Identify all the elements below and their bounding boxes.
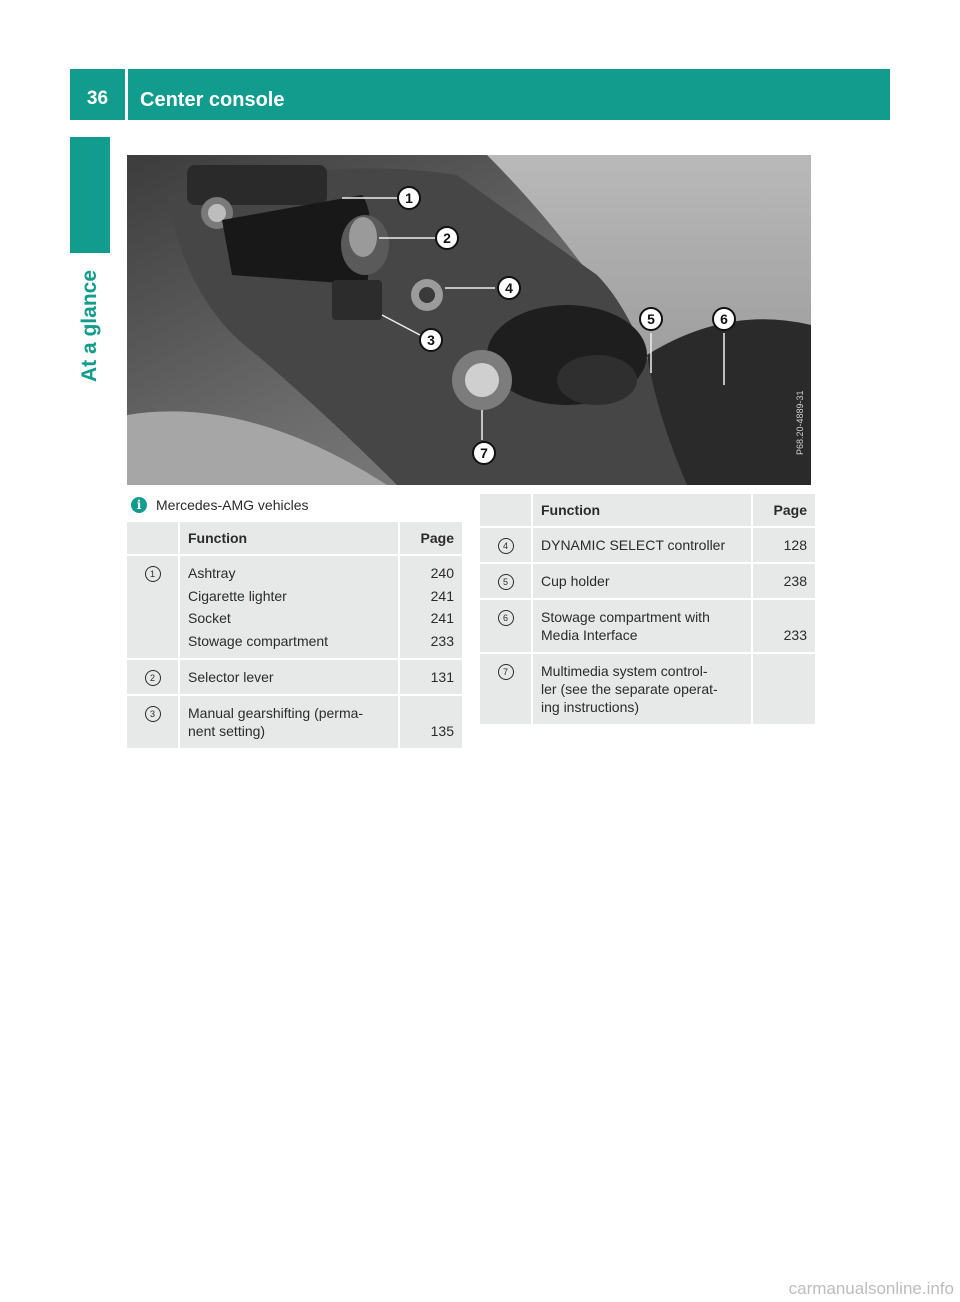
page-ref: 233	[783, 627, 807, 643]
header-num	[127, 522, 179, 555]
photo-marker-5	[640, 308, 662, 330]
function-label: DYNAMIC SELECT controller	[541, 537, 726, 553]
photo-marker-6	[713, 308, 735, 330]
table-row	[127, 659, 462, 695]
header-divider	[125, 69, 128, 120]
side-tab-marker	[70, 137, 110, 253]
info-icon: i	[131, 497, 147, 513]
svg-text:7: 7	[480, 445, 488, 461]
info-note	[131, 495, 309, 515]
item-number: 1	[145, 566, 161, 582]
table-row	[127, 695, 462, 748]
item-number: 2	[145, 670, 161, 686]
item-number: 4	[498, 538, 514, 554]
function-label: Stowage compartment with	[541, 609, 710, 625]
function-label: ler (see the separate operat-	[541, 681, 718, 697]
function-table-left	[127, 522, 462, 748]
function-label: Cigarette lighter	[188, 587, 287, 604]
svg-text:1: 1	[405, 190, 413, 206]
function-label: ing instructions)	[541, 699, 640, 715]
item-number: 7	[498, 664, 514, 680]
section-title: Center console	[140, 89, 285, 111]
page-number: 36	[86, 88, 109, 109]
function-label: Stowage compartment	[188, 632, 329, 649]
item-number: 5	[498, 574, 514, 590]
svg-text:3: 3	[427, 332, 435, 348]
center-console-photo	[127, 155, 811, 485]
svg-text:6: 6	[720, 311, 728, 327]
photo-marker-7	[473, 442, 495, 464]
function-label: Cup holder	[541, 573, 610, 589]
function-label: Socket	[188, 610, 231, 626]
photo-marker-3	[420, 329, 442, 351]
note-text: Mercedes-AMG vehicles	[156, 497, 309, 513]
page-ref: 131	[430, 668, 454, 685]
header-page: Page	[399, 522, 462, 555]
function-label: nent setting)	[188, 722, 266, 739]
page-ref: 241	[430, 587, 454, 604]
table-row	[480, 527, 815, 563]
page-header	[70, 69, 890, 120]
function-table-right	[480, 494, 815, 724]
table-row	[480, 653, 815, 724]
photo-marker-1	[398, 187, 420, 209]
photo-code: P68.20-4889-31	[795, 390, 805, 455]
page-ref	[753, 662, 807, 680]
page-ref: 240	[430, 565, 454, 581]
function-label: Multimedia system control-	[541, 663, 708, 679]
function-label: Manual gearshifting (perma-	[188, 704, 364, 721]
page-ref: 238	[783, 573, 807, 589]
header-num	[480, 494, 532, 527]
header-function: Function	[532, 494, 752, 527]
function-label: Media Interface	[541, 627, 638, 643]
table-row	[480, 599, 815, 653]
table-row	[127, 555, 462, 659]
footer-watermark: carmanualsonline.info	[788, 1279, 954, 1298]
photo-marker-2	[436, 227, 458, 249]
page-ref: 135	[430, 722, 454, 739]
svg-text:2: 2	[443, 230, 451, 246]
page-ref: 128	[783, 537, 807, 553]
page-ref: 241	[430, 610, 454, 626]
svg-text:4: 4	[505, 280, 513, 296]
header-page: Page	[752, 494, 815, 527]
side-tab-label: At a glance	[78, 269, 101, 383]
function-label: Selector lever	[188, 668, 274, 685]
page-ref: 233	[430, 632, 454, 649]
photo-marker-4	[498, 277, 520, 299]
function-label: Ashtray	[188, 565, 236, 581]
item-number: 6	[498, 610, 514, 626]
item-number: 3	[145, 706, 161, 722]
header-function: Function	[179, 522, 399, 555]
svg-text:5: 5	[647, 311, 655, 327]
table-row	[480, 563, 815, 599]
